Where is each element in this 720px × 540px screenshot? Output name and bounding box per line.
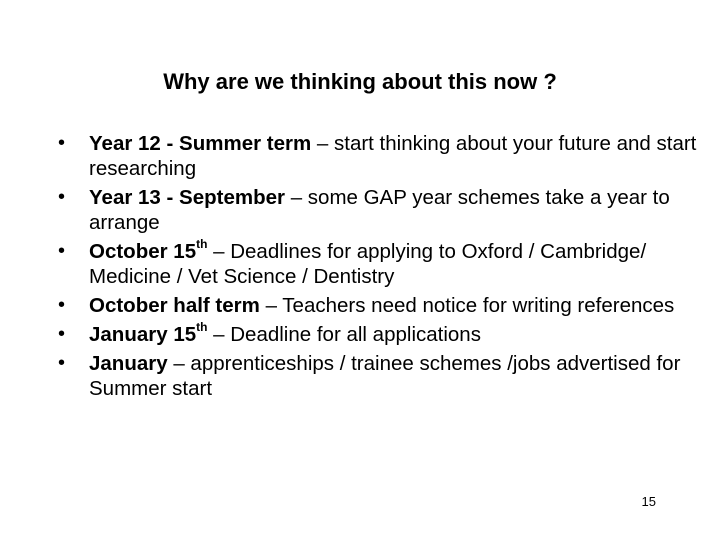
bullet-superscript: th [196,237,208,252]
bullet-heading: October 15 [89,240,197,263]
bullet-item [58,239,698,289]
bullet-text: – Deadlines for applying to Oxford / Cambridge/ Medicine / Vet Science / Dentistry [89,240,647,288]
bullet-heading: Year 12 - Summer term [89,132,312,155]
bullet-heading: January [89,352,168,375]
bullet-dot-icon: • [58,323,66,345]
slide-title: Why are we thinking about this now ? [163,69,557,94]
bullet-heading: January 15 [89,323,197,346]
bullet-text: – Teachers need notice for writing references [259,294,675,317]
bullet-list [58,131,698,405]
bullet-item [58,185,698,235]
bullet-heading: October half term [89,294,260,317]
bullet-dot-icon: • [58,352,66,374]
bullet-text: – Deadline for all applications [207,323,481,346]
bullet-dot-icon: • [58,294,66,316]
bullet-item [58,351,698,401]
bullet-item [58,322,698,347]
bullet-text: – apprenticeships / trainee schemes /jobs advertised for Summer start [89,352,681,400]
bullet-superscript: th [196,320,208,335]
bullet-dot-icon: • [58,132,66,154]
bullet-item [58,131,698,181]
page-number: 15 [641,494,656,509]
bullet-dot-icon: • [58,240,66,262]
bullet-item [58,293,698,318]
bullet-text: – some GAP year schemes take a year to arrange [89,186,670,234]
bullet-heading: Year 13 - September [89,186,285,209]
bullet-text: – start thinking about your future and start researching [89,132,697,180]
bullet-dot-icon: • [58,186,66,208]
